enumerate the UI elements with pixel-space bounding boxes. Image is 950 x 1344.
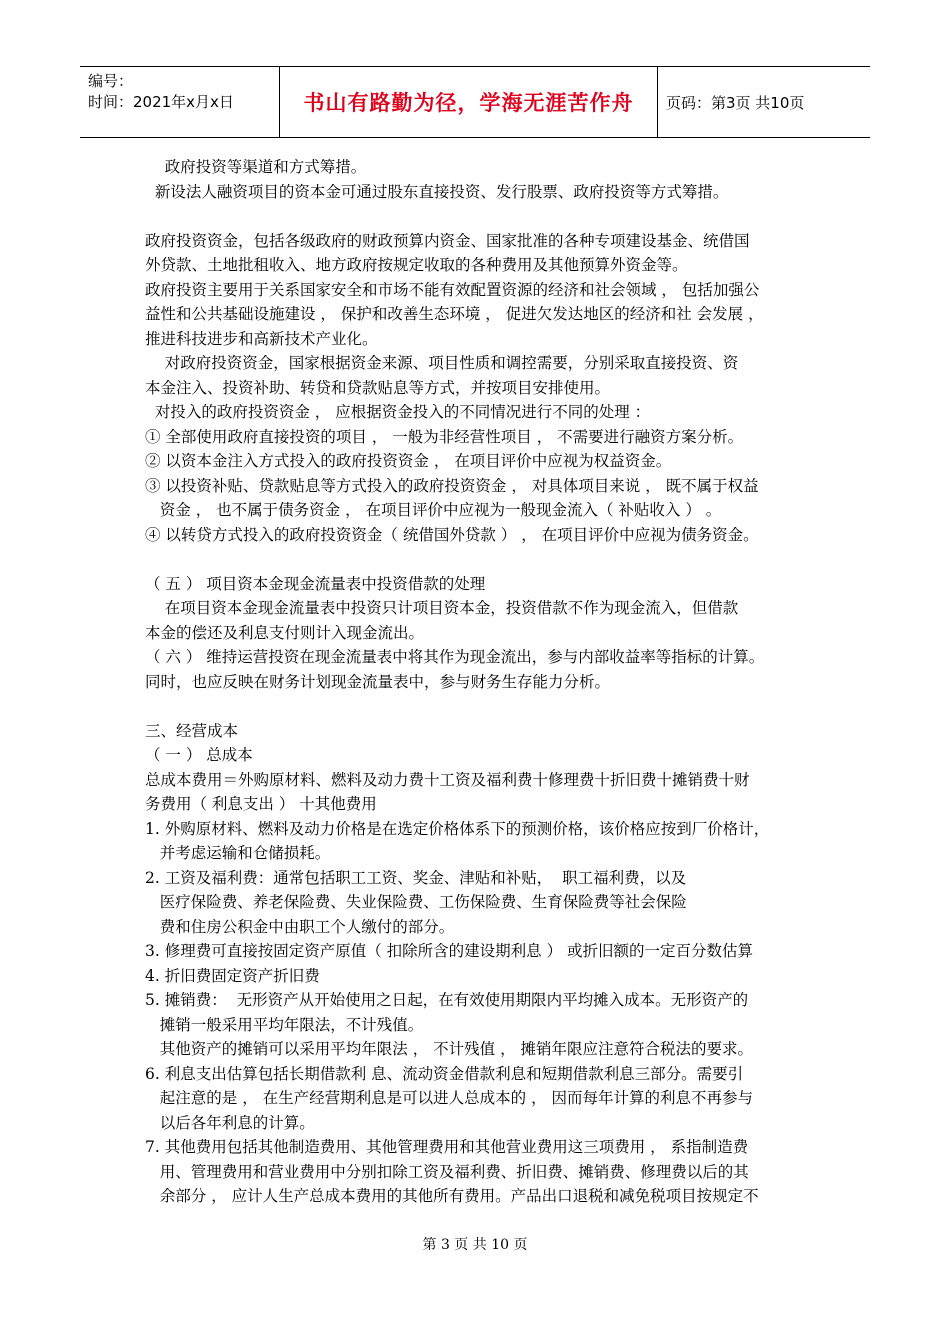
body-line: 本金的偿还及利息支付则计入现金流出。 [145, 623, 425, 642]
body-line: 费和住房公积金中由职工个人缴付的部分。 [145, 917, 455, 936]
body-line: 三、经营成本 [145, 721, 239, 740]
page-footer: 第 3 页 共 10 页 [422, 1237, 528, 1253]
body-line: ③ 以投资补贴、贷款贴息等方式投入的政府投资资金 ， 对具体项目来说 ， 既不属于权益 [145, 476, 759, 495]
body-line: 同时，也应反映在财务计划现金流量表中，参与财务生存能力分析。 [145, 672, 611, 691]
body-line: 3. 修理费可直接按固定资产原值（ 扣除所含的建设期利息 ） 或折旧额的一定百分数估算 [145, 942, 753, 960]
body-line: 益性和公共基础设施建设 ， 保护和改善生态环境 ， 促进欠发达地区的经济和社 会发展 ， [145, 305, 764, 323]
body-line: 4. 折旧费固定资产折旧费 [145, 966, 320, 985]
body-line: （ 六 ） 维持运营投资在现金流量表中将其作为现金流出，参与内部收益率等指标的计算。 [145, 648, 765, 666]
body-line: ④ 以转贷方式投入的政府投资资金（ 统借国外贷款 ） ， 在项目评价中应视为债务资金。 [145, 525, 759, 544]
header-page-info: 页码：第3页 共10页 [666, 93, 805, 112]
body-line: （ 一 ） 总成本 [145, 746, 253, 764]
document-body [145, 155, 825, 1209]
paragraph-gap [145, 694, 825, 719]
document-date: 时间：2021年x月x日 [88, 93, 234, 111]
body-line: ② 以资本金注入方式投入的政府投资资金 ， 在项目评价中应视为权益资金。 [145, 452, 672, 470]
body-line: 本金注入、投资补助、转贷和贷款贴息等方式，并按项目安排使用。 [145, 378, 611, 397]
body-line: 其他资产的摊销可以采用平均年限法 ， 不计残值 ， 摊销年限应注意符合税法的要求。 [145, 1040, 753, 1058]
paragraph-gap [145, 204, 825, 229]
body-line: 用、管理费用和营业费用中分别扣除工资及福利费、折旧费、摊销费、修理费以后的其 [145, 1162, 749, 1181]
body-line: 新设法人融资项目的资本金可通过股东直接投资、发行股票、政府投资等方式筹措。 [145, 182, 729, 201]
body-line: 2. 工资及福利费：通常包括职工工资、奖金、津贴和补贴， 职工福利费，以及 [145, 868, 687, 887]
body-line: 并考虑运输和仓储损耗。 [145, 844, 331, 862]
body-line: 对投入的政府投资资金 ， 应根据资金投入的不同情况进行不同的处理 ： [145, 403, 651, 421]
body-line: 医疗保险费、养老保险费、失业保险费、工伤保险费、生育保险费等社会保险 [145, 893, 687, 911]
body-line: 外贷款、土地批租收入、地方政府按规定收取的各种费用及其他预算外资金等。 [145, 256, 688, 274]
body-line: 起注意的是 ， 在生产经营期利息是可以进人总成本的 ， 因而每年计算的利息不再参与 [145, 1089, 753, 1107]
document-number-label: 编号： [88, 72, 134, 90]
body-line: ① 全部使用政府直接投资的项目 ， 一般为非经营性项目 ， 不需要进行融资方案分析。 [145, 427, 744, 446]
body-line: 资金 ， 也不属于债务资金 ， 在项目评价中应视为一般现金流入（ 补贴收入 ） 。 [145, 501, 722, 519]
body-line: 政府投资资金，包括各级政府的财政预算内资金、国家批准的各种专项建设基金、统借国 [145, 231, 750, 250]
body-line: 7. 其他费用包括其他制造费用、其他管理费用和其他营业费用这三项费用 ， 系指制造费 [145, 1138, 749, 1156]
body-line: 务费用（ 利息支出 ） 十其他费用 [145, 795, 377, 813]
body-line: 政府投资等渠道和方式筹措。 [145, 158, 367, 176]
body-line: 余部分 ， 应计人生产总成本费用的其他所有费用。产品出口退税和减免税项目按规定不 [145, 1187, 759, 1205]
page-header [80, 66, 870, 138]
header-meta [80, 67, 280, 137]
body-line: 对政府投资资金，国家根据资金来源、项目性质和调控需要，分别采取直接投资、资 [145, 354, 739, 372]
body-line: 1. 外购原材料、燃料及动力价格是在选定价格体系下的预测价格，该价格应按到厂价格计， [145, 819, 770, 838]
body-line: 以后各年利息的计算。 [145, 1113, 315, 1132]
body-line: 推进科技进步和高新技术产业化。 [145, 329, 378, 348]
body-line: （ 五 ） 项目资本金现金流量表中投资借款的处理 [145, 574, 486, 593]
body-line: 政府投资主要用于关系国家安全和市场不能有效配置资源的经济和社会领域 ， 包括加强公 [145, 280, 760, 299]
body-line: 5. 摊销费： 无形资产从开始使用之日起，在有效使用期限内平均摊入成本。无形资产的 [145, 991, 749, 1009]
body-line: 摊销一般采用平均年限法，不计残值。 [145, 1015, 424, 1034]
paragraph-gap [145, 547, 825, 572]
body-line: 总成本费用＝外购原材料、燃料及动力费十工资及福利费十修理费十折旧费十摊销费十财 [145, 770, 750, 789]
body-line: 在项目资本金现金流量表中投资只计项目资本金，投资借款不作为现金流入，但借款 [145, 599, 739, 617]
body-line: 6. 利息支出估算包括长期借款利 息、流动资金借款利息和短期借款利息三部分。需要引 [145, 1064, 744, 1083]
header-motto: 书山有路勤为径，学海无涯苦作舟 [280, 67, 658, 137]
